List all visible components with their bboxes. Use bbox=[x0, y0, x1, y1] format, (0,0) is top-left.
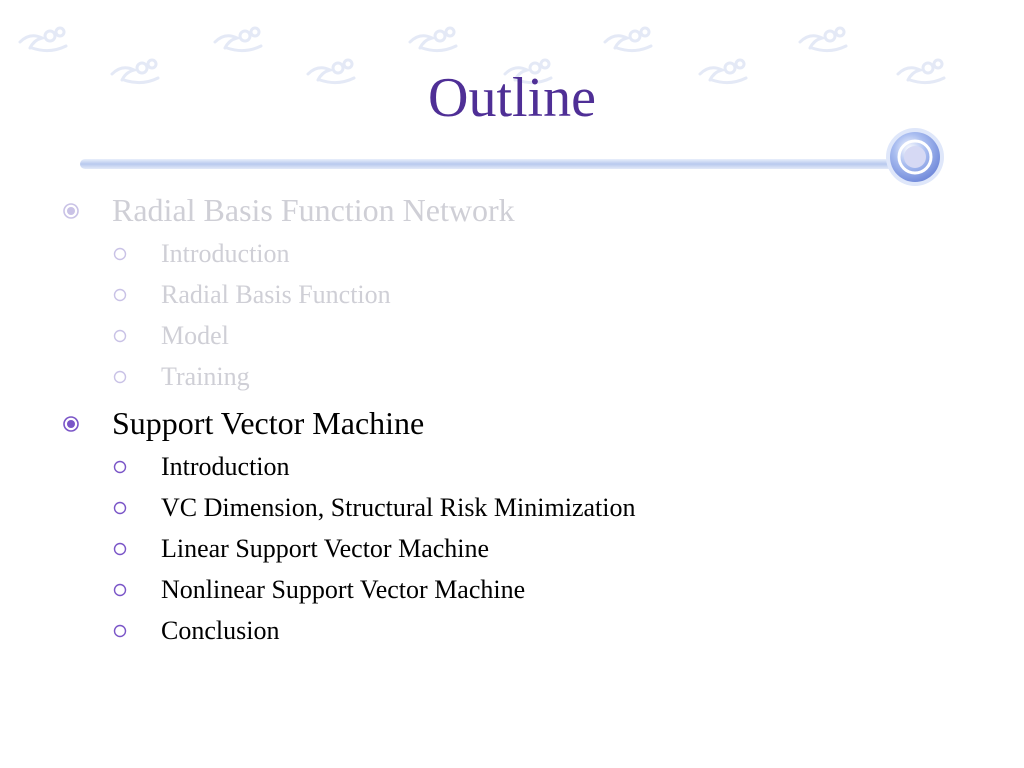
target-bullet-icon bbox=[62, 202, 80, 220]
subitem-label: Radial Basis Function bbox=[161, 280, 391, 309]
subitem-label: Model bbox=[161, 321, 229, 350]
subitem-label: Introduction bbox=[161, 452, 290, 481]
subitem-label: Introduction bbox=[161, 239, 290, 268]
slide-title: Outline bbox=[428, 67, 596, 129]
subitem-label: VC Dimension, Structural Risk Minimization bbox=[161, 493, 636, 522]
subitem-label: Linear Support Vector Machine bbox=[161, 534, 490, 563]
subitem-label: Nonlinear Support Vector Machine bbox=[161, 575, 526, 604]
subitem-label: Training bbox=[161, 362, 250, 391]
hollow-circle-bullet-icon bbox=[112, 459, 128, 475]
hollow-circle-bullet-icon bbox=[112, 500, 128, 516]
hollow-circle-bullet-icon bbox=[112, 623, 128, 639]
hollow-circle-bullet-icon bbox=[112, 369, 128, 385]
hollow-circle-bullet-icon bbox=[112, 246, 128, 262]
subitem-label: Conclusion bbox=[161, 616, 280, 645]
hollow-circle-bullet-icon bbox=[112, 541, 128, 557]
target-bullet-icon bbox=[62, 415, 80, 433]
hollow-circle-bullet-icon bbox=[112, 287, 128, 303]
section-label: Support Vector Machine bbox=[112, 405, 425, 441]
section-label: Radial Basis Function Network bbox=[112, 192, 515, 228]
hollow-circle-bullet-icon bbox=[112, 328, 128, 344]
hollow-circle-bullet-icon bbox=[112, 582, 128, 598]
